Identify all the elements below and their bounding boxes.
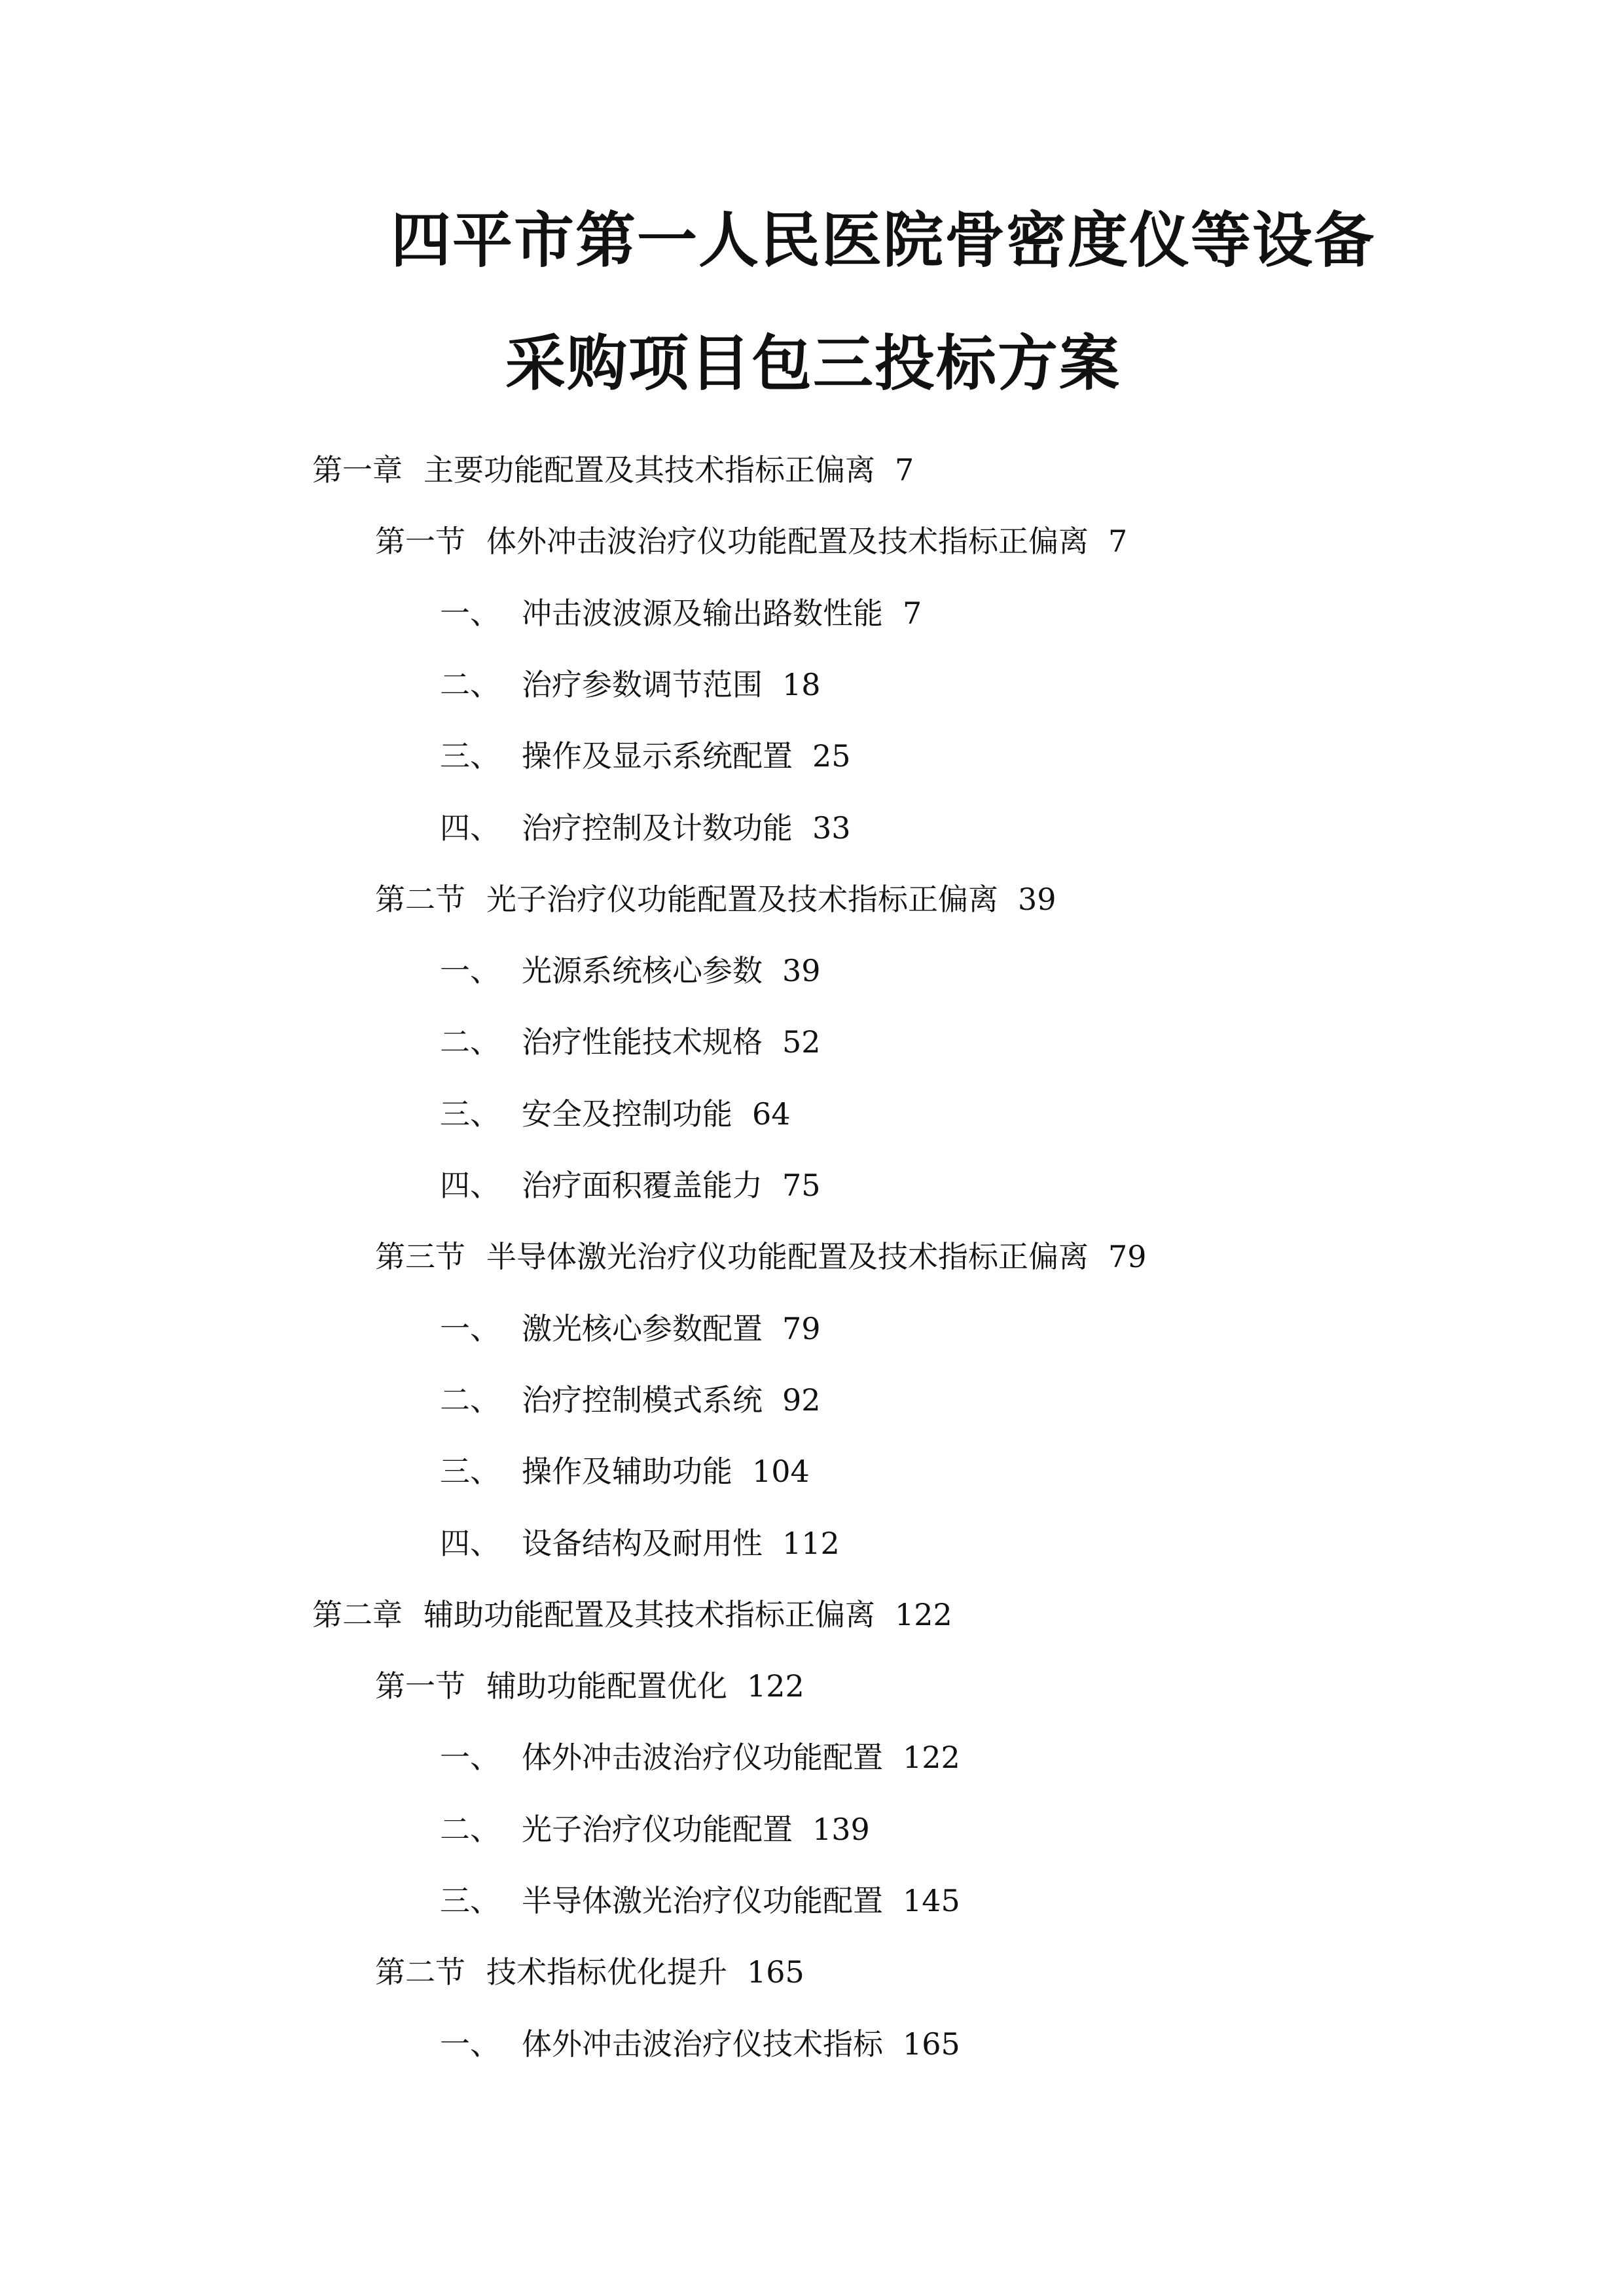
toc-entry-page-number: 139 xyxy=(812,1812,870,1847)
toc-entry-prefix: 四、 xyxy=(440,810,500,846)
toc-entry-prefix: 一、 xyxy=(440,596,500,631)
toc-entry-page-number: 92 xyxy=(782,1382,821,1418)
toc-entry-page-number: 25 xyxy=(812,738,851,774)
toc-entry-page-number: 165 xyxy=(903,2026,960,2062)
toc-entry-label: 激光核心参数配置 xyxy=(522,1311,763,1346)
toc-entry-prefix: 第三节 xyxy=(375,1239,465,1274)
toc-entry-page-number: 79 xyxy=(782,1311,821,1346)
toc-entry-label: 操作及显示系统配置 xyxy=(522,738,793,774)
toc-entry-page-number: 33 xyxy=(812,810,851,846)
toc-entry-prefix: 三、 xyxy=(440,1883,500,1918)
toc-entry-label: 治疗控制及计数功能 xyxy=(522,810,793,846)
toc-entry-prefix: 第一节 xyxy=(375,1668,465,1704)
toc-entry-page-number: 104 xyxy=(752,1454,810,1489)
toc-entry-label: 治疗性能技术规格 xyxy=(522,1024,763,1060)
toc-entry-prefix: 四、 xyxy=(440,1526,500,1561)
document-title-line-2: 采购项目包三投标方案 xyxy=(505,329,1121,399)
toc-entry-page-number: 39 xyxy=(1018,882,1056,917)
toc-entry-prefix: 三、 xyxy=(440,1454,500,1489)
toc-entry-label: 治疗面积覆盖能力 xyxy=(522,1168,763,1203)
toc-entry-prefix: 二、 xyxy=(440,1024,500,1060)
toc-entry-label: 技术指标优化提升 xyxy=(486,1954,727,1990)
toc-entry-page-number: 122 xyxy=(747,1668,804,1704)
toc-entry-prefix: 二、 xyxy=(440,667,500,702)
toc-entry-label: 辅助功能配置及其技术指标正偏离 xyxy=(424,1597,875,1632)
toc-entry-prefix: 第二章 xyxy=(312,1597,403,1632)
toc-entry-prefix: 第二节 xyxy=(375,1954,465,1990)
toc-entry-label: 半导体激光治疗仪功能配置 xyxy=(522,1883,883,1918)
toc-entry-prefix: 一、 xyxy=(440,953,500,988)
toc-entry-label: 冲击波波源及输出路数性能 xyxy=(522,596,883,631)
toc-entry-label: 操作及辅助功能 xyxy=(522,1454,732,1489)
toc-entry-prefix: 一、 xyxy=(440,2026,500,2062)
toc-entry-page-number: 145 xyxy=(903,1883,960,1918)
toc-entry-prefix: 一、 xyxy=(440,1311,500,1346)
toc-entry-page-number: 165 xyxy=(747,1954,804,1990)
toc-entry-page-number: 64 xyxy=(752,1096,791,1132)
document-title-line-1: 四平市第一人民医院骨密度仪等设备 xyxy=(391,206,1376,276)
toc-entry-label: 治疗参数调节范围 xyxy=(522,667,763,702)
toc-entry-label: 体外冲击波治疗仪功能配置及技术指标正偏离 xyxy=(486,524,1089,559)
toc-entry-prefix: 二、 xyxy=(440,1812,500,1847)
toc-entry-prefix: 第一节 xyxy=(375,524,465,559)
toc-entry-label: 主要功能配置及其技术指标正偏离 xyxy=(424,452,875,488)
toc-entry-label: 治疗控制模式系统 xyxy=(522,1382,763,1418)
toc-entry-label: 半导体激光治疗仪功能配置及技术指标正偏离 xyxy=(486,1239,1089,1274)
toc-entry-label: 体外冲击波治疗仪技术指标 xyxy=(522,2026,883,2062)
toc-entry-prefix: 一、 xyxy=(440,1740,500,1775)
toc-entry-page-number: 122 xyxy=(903,1740,960,1775)
toc-entry-prefix: 四、 xyxy=(440,1168,500,1203)
toc-entry-page-number: 7 xyxy=(895,452,914,488)
toc-entry-label: 体外冲击波治疗仪功能配置 xyxy=(522,1740,883,1775)
toc-entry-prefix: 第二节 xyxy=(375,882,465,917)
toc-entry-label: 设备结构及耐用性 xyxy=(522,1526,763,1561)
toc-entry-label: 辅助功能配置优化 xyxy=(486,1668,727,1704)
toc-entry-label: 光源系统核心参数 xyxy=(522,953,763,988)
toc-entry-page-number: 7 xyxy=(903,596,922,631)
toc-entry-page-number: 18 xyxy=(782,667,821,702)
toc-entry-label: 安全及控制功能 xyxy=(522,1096,732,1132)
toc-entry-label: 光子治疗仪功能配置 xyxy=(522,1812,793,1847)
toc-entry-prefix: 第一章 xyxy=(312,452,403,488)
toc-entry-page-number: 39 xyxy=(782,953,821,988)
toc-entry-page-number: 52 xyxy=(782,1024,821,1060)
toc-entry-prefix: 二、 xyxy=(440,1382,500,1418)
toc-entry-page-number: 75 xyxy=(782,1168,821,1203)
toc-entry-label: 光子治疗仪功能配置及技术指标正偏离 xyxy=(486,882,998,917)
toc-entry-prefix: 三、 xyxy=(440,1096,500,1132)
toc-entry-page-number: 122 xyxy=(895,1597,952,1632)
toc-entry-prefix: 三、 xyxy=(440,738,500,774)
toc-entry-page-number: 7 xyxy=(1108,524,1128,559)
toc-entry-page-number: 112 xyxy=(782,1526,840,1561)
toc-entry-page-number: 79 xyxy=(1108,1239,1147,1274)
